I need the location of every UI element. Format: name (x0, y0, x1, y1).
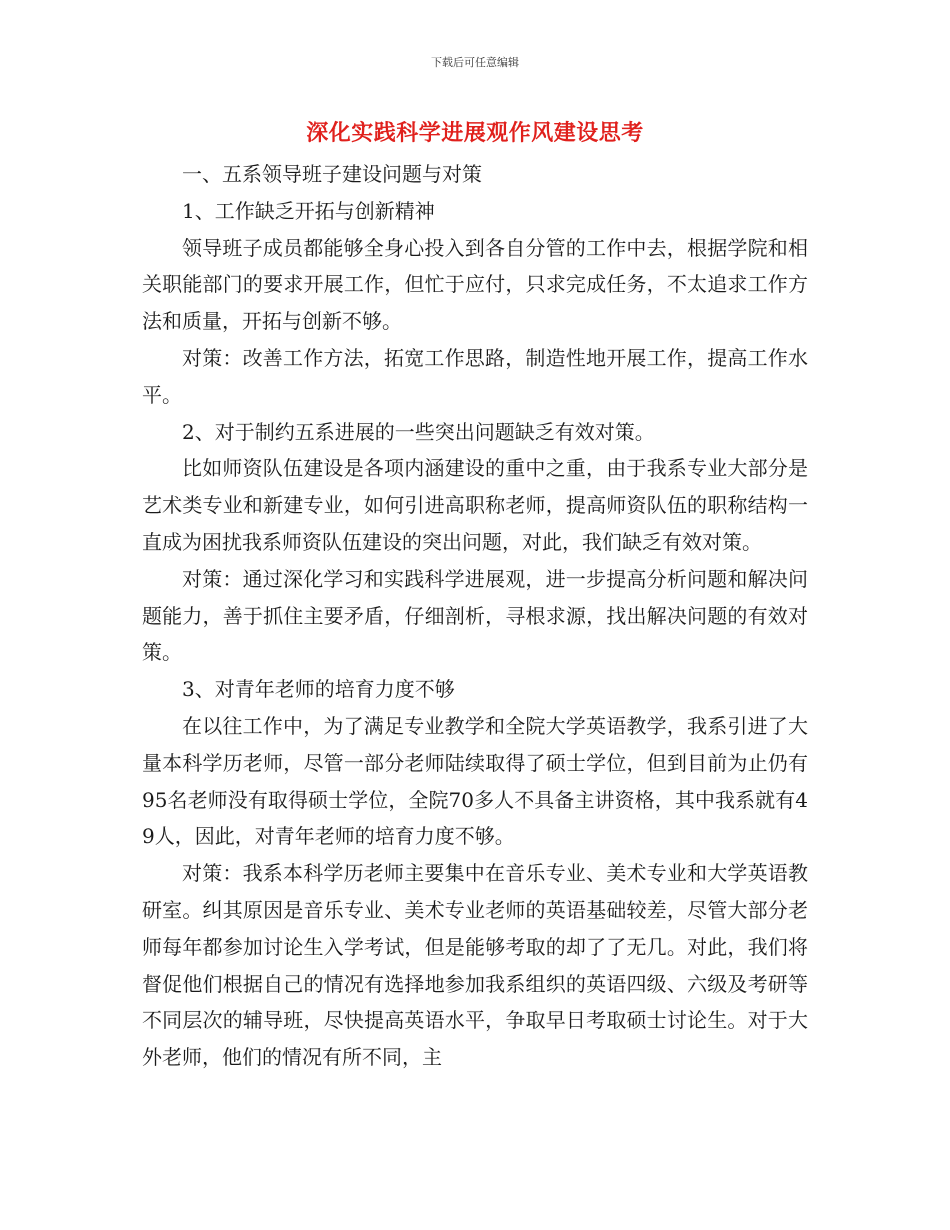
subheading: 3、对青年老师的培育力度不够 (182, 677, 455, 702)
paragraph: 比如师资队伍建设是各项内涵建设的重中之重，由于我系专业大部分是艺术类专业和新建专业，如何引进高职称老师，提高师资队伍的职称结构一直成为困扰我系师资队伍建设的突出问题，对此，我们缺乏有效对策。 (142, 456, 808, 554)
paragraph: 对策：通过深化学习和实践科学进展观，进一步提高分析问题和解决问题能力，善于抓住主要矛盾，仔细剖析，寻根求源，找出解决问题的有效对策。 (142, 566, 808, 665)
paragraph: 领导班子成员都能够全身心投入到各自分管的工作中去，根据学院和相关职能部门的要求开展工作，但忙于应付，只求完成任务，不太追求工作方法和质量，开拓与创新不够。 (142, 235, 808, 334)
header-note: 下载后可任意编辑 (431, 56, 519, 69)
paragraph: 对策：改善工作方法，拓宽工作思路，制造性地开展工作，提高工作水平。 (142, 345, 808, 407)
subheading: 1、工作缺乏开拓与创新精神 (182, 198, 435, 223)
paragraph: 对策：我系本科学历老师主要集中在音乐专业、美术专业和大学英语教研室。纠其原因是音乐专业、美术专业老师的英语基础较差，尽管大部分老师每年都参加讨论生入学考试，但是能够考取的却了了无几。对此，我们将督促他们根据自己的情况有选择地参加我系组织的英语四级、六级及考研等不同层次的辅导班，尽快提高英语水平，争取早日考取硕士讨论生。对于大外老师，他们的情况有所不同，主 (142, 861, 808, 1070)
section-heading: 一、五系领导班子建设问题与对策 (182, 162, 482, 186)
paragraph: 在以往工作中，为了满足专业教学和全院大学英语教学，我系引进了大量本科学历老师，尽管一部分老师陆续取得了硕士学位，但到目前为止仍有95名老师没有取得硕士学位，全院70多人不具备主讲资格，其中我系就有49人，因此，对青年老师的培育力度不够。 (142, 713, 808, 849)
subheading: 2、对于制约五系进展的一些突出问题缺乏有效对策。 (182, 419, 655, 444)
document-title: 深化实践科学进展观作风建设思考 (306, 120, 644, 146)
document-body (142, 156, 808, 1076)
